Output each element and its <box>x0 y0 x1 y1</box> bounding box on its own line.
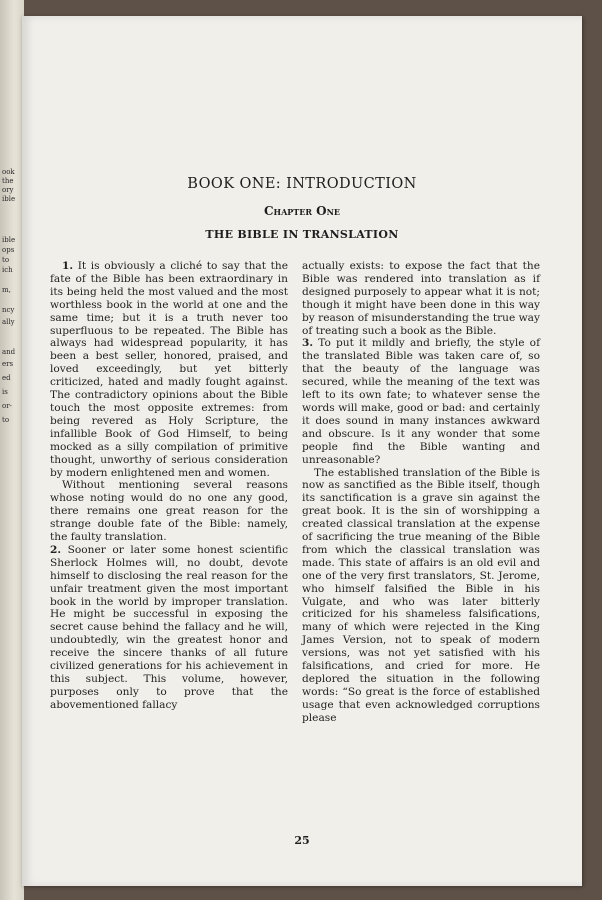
paragraph-number: 2. <box>50 543 62 556</box>
facing-page-fragment: is <box>2 388 8 396</box>
facing-page-fragment: ory <box>2 186 14 194</box>
facing-page-fragment: to <box>2 416 10 424</box>
paragraph-text: Sooner or later some honest scientific Sherlock Holmes will, no doubt, devote himself to disclosing the real reason for the unfair treatment given the most important book in the world by improper translation. He might be successful in exposing the secret cause behind the fallacy and he will, undoubtedly, win the greatest honor and receive the sincere thanks of all future civilized generations for his achievement in this subject. This volume, however, purposes only to prove that the abovementioned fallacy <box>50 543 288 711</box>
paragraph <box>302 260 540 337</box>
page-number: 25 <box>294 834 310 847</box>
paragraph-text: It is obviously a cliché to say that the fate of the Bible has been extraordinary in its being held the most valued and the most worthless book in the world at one and the same time; but it is a truth never too superfluous to be repeated. The Bible has always had widespread popularity, it has been a best seller, honored, praised, and loved exceedingly, but yet bitterly criticized, hated and madly fought against. The contradictory opinions about the Bible touch the most opposite extremes: from being revered as Holy Scripture, the infallible Book of God Himself, to being mocked as a silly compilation of primitive thought, unworthy of serious consideration by modern enlightened men and women. <box>50 260 288 479</box>
facing-page-fragment: m, <box>2 286 11 294</box>
facing-page-fragment: ook <box>2 168 15 176</box>
facing-page-fragment: ible <box>2 236 16 244</box>
paragraph-number: 3. <box>302 337 314 350</box>
facing-page-fragment: or- <box>2 402 12 410</box>
facing-page-fragment: to <box>2 256 10 264</box>
paragraph <box>50 479 288 544</box>
paragraph-text: To put it mildly and briefly, the style of the translated Bible was taken care of, so that the beauty of the language was secured, while the meaning of the text was left to its own fate; to whatever sense the words will make, good or bad: and certainly it does sound in many instances awkward and obscure. Is it any wonder that some people find the Bible wanting and unreasonable? <box>302 337 540 466</box>
facing-page-fragment: ncy <box>2 306 15 314</box>
chapter-subtitle: THE BIBLE IN TRANSLATION <box>205 228 399 241</box>
book-page <box>22 16 582 886</box>
facing-page-fragment: ible <box>2 195 16 203</box>
facing-page-fragment: ers <box>2 360 14 368</box>
paragraph <box>50 260 288 479</box>
paragraph <box>50 544 288 712</box>
facing-page-fragment: the <box>2 177 14 185</box>
paragraph <box>302 467 540 725</box>
book-title: BOOK ONE: INTRODUCTION <box>187 176 417 192</box>
facing-page-fragment: ops <box>2 246 15 254</box>
paragraph-number: 1. <box>62 260 74 272</box>
facing-page-fragment: and <box>2 348 16 356</box>
right-text-column <box>302 260 540 725</box>
paragraph-text: Without mentioning several reasons whose noting would do no one any good, there remains one great reason for the strange double fate of the Bible: namely, the faulty translation. <box>50 479 288 544</box>
paragraph-text: The established translation of the Bible is now as sanctified as the Bible itself, though its sanctification is a grave sin against the great book. It is the sin of worshipping a created classical translation at the expense of sacrificing the true meaning of the Bible from which the classical translation was made. This state of affairs is an old evil and one of the very first translators, St. Jerome, who himself falsified the Bible in his Vulgate, and who was later bitterly criticized for his shameless falsifications, many of which were rejected in the King James Version, not to speak of modern versions, was not yet satisfied with his falsifications, and cried for more. He deplored the situation in the following words: “So great is the force of established usage that even acknowledged corruptions please <box>302 466 540 724</box>
paragraph <box>302 337 540 466</box>
facing-page-fragment: ed <box>2 374 11 382</box>
chapter-title: Chapter One <box>263 204 341 218</box>
left-text-column <box>50 260 288 712</box>
paragraph-text: actually exists: to expose the fact that the Bible was rendered into translation as if designed purposely to appear what it is not; though it might have been done in this way by reason of misunderstanding the true way of treating such a book as the Bible. <box>302 260 540 337</box>
facing-page-fragment: ally <box>2 318 15 326</box>
facing-page-fragment: ich <box>2 266 13 274</box>
facing-page-edge <box>0 0 24 900</box>
